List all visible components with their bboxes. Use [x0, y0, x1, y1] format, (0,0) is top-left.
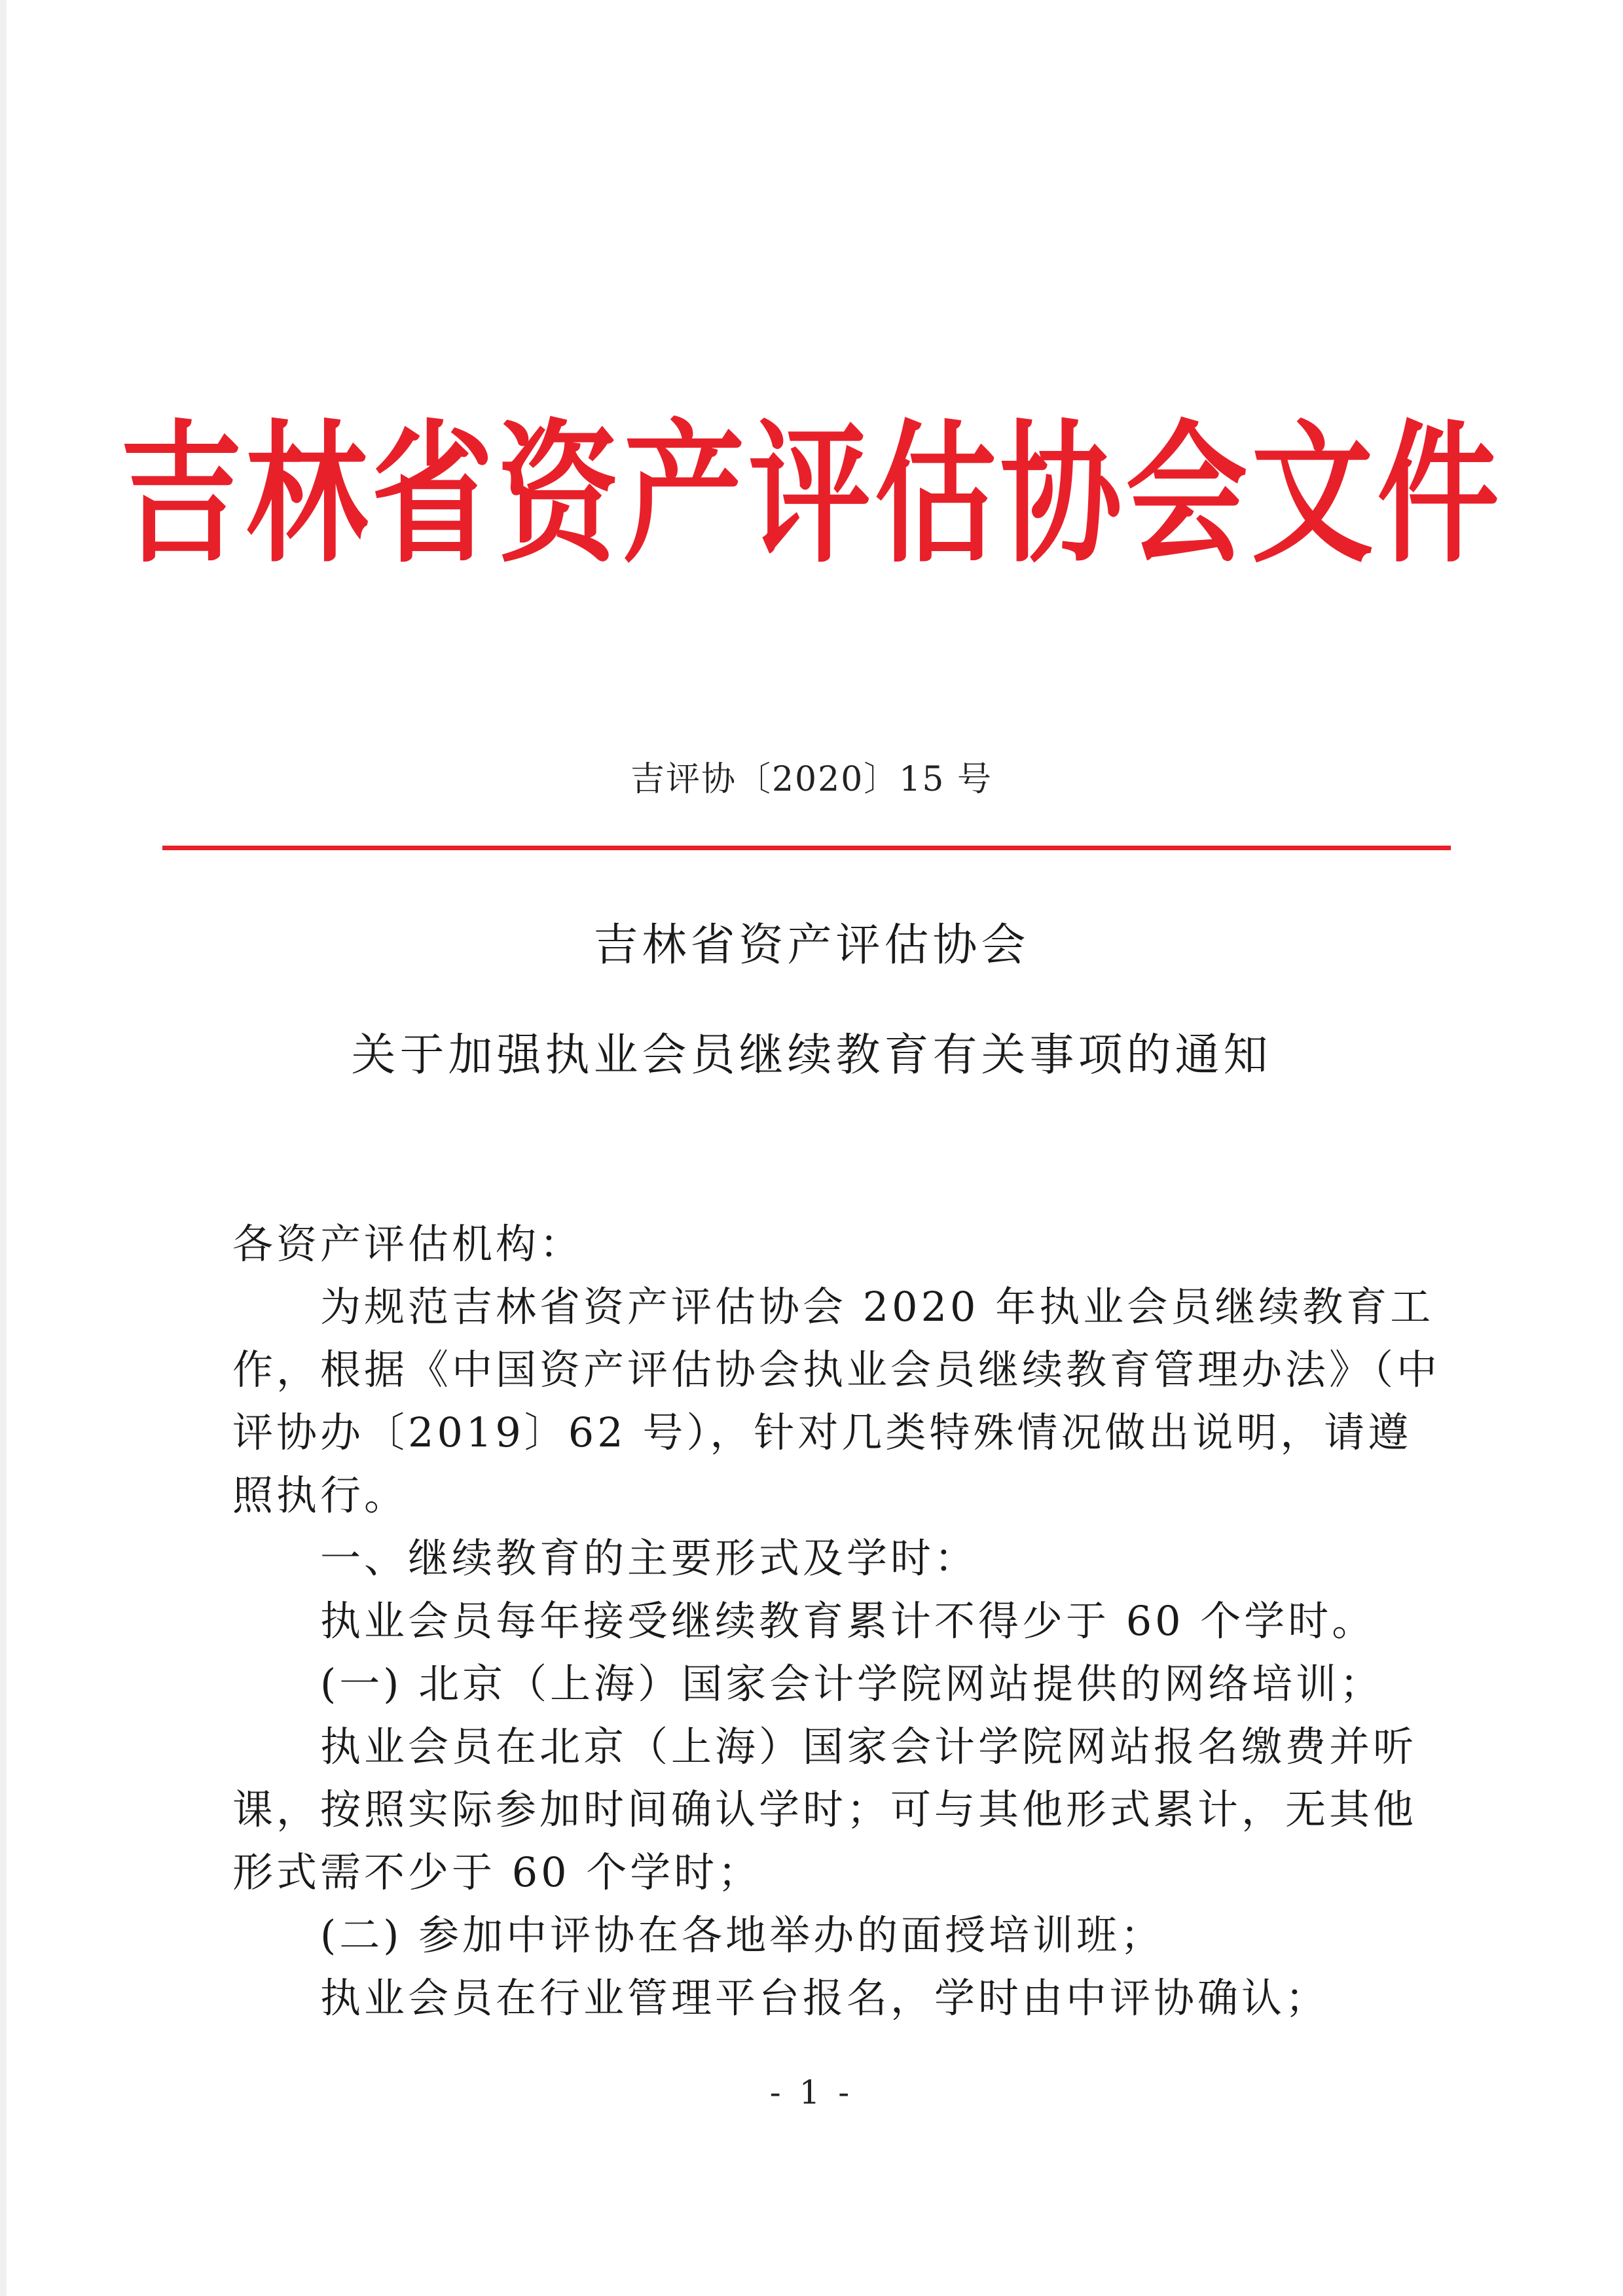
page-number: - 1 -	[769, 2073, 854, 2111]
body-line-subheading: (一) 北京（上海）国家会计学院网站提供的网络培训；	[232, 1660, 1384, 1708]
body-line: 评协办〔2019〕62 号），针对几类特殊情况做出说明，请遵	[232, 1408, 1412, 1456]
body-line: 照执行。	[232, 1471, 409, 1519]
document-title-subject: 关于加强执业会员继续教育有关事项的通知	[351, 1030, 1272, 1081]
body-line: 执业会员在行业管理平台报名，学时由中评协确认；	[232, 1974, 1330, 2022]
body-line-section-heading: 一、继续教育的主要形式及学时：	[232, 1534, 979, 1582]
body-line: 形式需不少于 60 个学时；	[232, 1848, 762, 1896]
body-line: 执业会员在北京（上海）国家会计学院网站报名缴费并听	[232, 1723, 1417, 1770]
body-line: 为规范吉林省资产评估协会 2020 年执业会员继续教育工	[232, 1283, 1434, 1331]
scan-page-edge	[0, 0, 7, 2296]
body-line: 执业会员每年接受继续教育累计不得少于 60 个学时。	[232, 1597, 1376, 1645]
document-masthead: 吉林省资产评估协会文件	[120, 406, 1503, 584]
body-line: 作，根据《中国资产评估协会执业会员继续教育管理办法》（中	[232, 1346, 1441, 1393]
document-title-issuer: 吉林省资产评估协会	[593, 920, 1030, 971]
red-divider-rule	[162, 846, 1451, 850]
body-line: 课，按照实际参加时间确认学时；可与其他形式累计，无其他	[232, 1785, 1417, 1833]
body-line-salutation: 各资产评估机构：	[232, 1220, 584, 1268]
document-number: 吉评协〔2020〕15 号	[630, 760, 993, 799]
body-line-subheading: (二) 参加中评协在各地举办的面授培训班；	[232, 1911, 1165, 1959]
